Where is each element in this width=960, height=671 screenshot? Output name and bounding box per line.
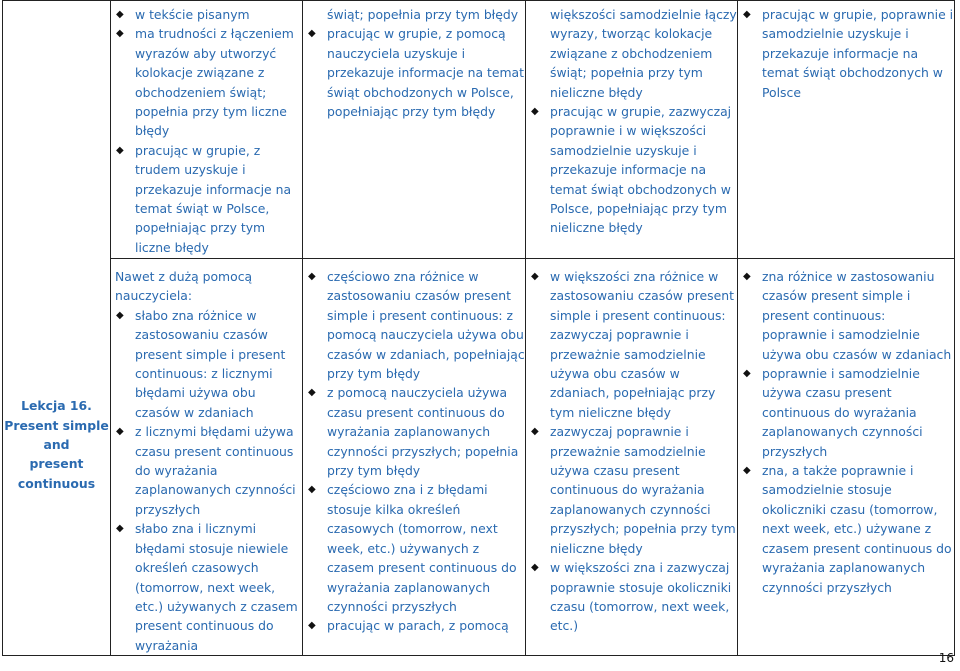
table-row	[3, 259, 955, 656]
lesson-title-cell	[3, 1, 111, 656]
list-item: ◆ zna różnice w zastosowaniu czasów present simple i present continuous: poprawnie i samodzielnie używa obu czasów w zdaniach	[738, 267, 954, 364]
col3-bottom-cell	[526, 259, 738, 656]
list-item: ◆ w większości zna i zazwyczaj poprawnie stosuje okoliczniki czasu (tomorrow, next week, etc.)	[526, 558, 737, 636]
list-item: ◆ poprawnie i samodzielnie używa czasu present continuous do wyrażania zaplanowanych czynności przyszłych	[738, 364, 954, 461]
col3-top-continuation: większości samodzielnie łączy wyrazy, tworząc kolokacje związane z obchodzeniem świąt; popełnia przy tym nieliczne błędy	[550, 7, 737, 100]
list-item: ◆ w większości zna różnice w zastosowaniu czasów present simple i present continuous: zazwyczaj poprawnie i przeważnie samodzielnie używa obu czasów w zdaniach, popełniając przy tym nieliczne błędy	[526, 267, 737, 422]
list-item: ◆ słabo zna i licznymi błędami stosuje niewiele określeń czasowych (tomorrow, next week, etc.) używanych z czasem present continuous do wyrażania	[111, 519, 302, 655]
list-item: ◆ z licznymi błędami używa czasu present continuous do wyrażania zaplanowanych czynności przyszłych	[111, 422, 302, 519]
lesson-title-line-3: present continuous	[17, 456, 96, 491]
list-item: ◆ zazwyczaj poprawnie i przeważnie samodzielnie używa czasu present continuous do wyrażania zaplanowanych czynności przyszłych; popełnia przy tym nieliczne błędy	[526, 422, 737, 558]
list-item: ◆ pracując w grupie, z pomocą nauczyciela uzyskuje i przekazuje informacje na temat świąt obchodzonych w Polsce, popełniając przy tym błędy	[303, 24, 525, 121]
list-item: ◆ zna, a także poprawnie i samodzielnie stosuje okoliczniki czasu (tomorrow, next week, etc.) używane z czasem present continuous do wyrażania zaplanowanych czynności przyszłych	[738, 461, 954, 597]
col2-top-continuation: świąt; popełnia przy tym błędy	[327, 7, 519, 22]
page-number: 16	[938, 651, 954, 665]
col1-bottom-intro: Nawet z dużą pomocą nauczyciela:	[115, 269, 253, 304]
col1-top-cell	[111, 1, 303, 259]
list-item: ◆ pracując w grupie, poprawnie i samodzielnie uzyskuje i przekazuje informacje na temat świąt obchodzonych w Polsce	[738, 5, 954, 102]
list-item: ◆ słabo zna różnice w zastosowaniu czasów present simple i present continuous: z licznymi błędami używa obu czasów w zdaniach	[111, 306, 302, 422]
col1-bottom-cell	[111, 259, 303, 656]
criteria-table	[2, 0, 955, 656]
lesson-title-line-1: Lekcja 16.	[21, 398, 92, 414]
col3-top-cell	[526, 1, 738, 259]
list-item: ◆ pracując w parach, z pomocą	[303, 616, 525, 635]
list-item: ◆ częściowo zna i z błędami stosuje kilka określeń czasowych (tomorrow, next week, etc.) używanych z czasem present continuous do wyrażania zaplanowanych czynności przyszłych	[303, 480, 525, 616]
list-item: ◆ z pomocą nauczyciela używa czasu present continuous do wyrażania zaplanowanych czynności przyszłych; popełnia przy tym błędy	[303, 383, 525, 480]
list-item: ◆ pracując w grupie, zazwyczaj poprawnie i w większości samodzielnie uzyskuje i przekazuje informacje na temat świąt obchodzonych w Polsce, popełniając przy tym nieliczne błędy	[526, 102, 737, 238]
list-item: ◆ pracując w grupie, z trudem uzyskuje i przekazuje informacje na temat świąt w Polsce, popełniając przy tym liczne błędy	[111, 141, 302, 257]
list-item: ◆ ma trudności z łączeniem wyrazów aby utworzyć kolokacje związane z obchodzeniem świąt; popełnia przy tym liczne błędy	[111, 24, 302, 140]
table-row	[3, 1, 955, 259]
list-item: ◆ w tekście pisanym	[111, 5, 302, 24]
col4-bottom-cell	[738, 259, 955, 656]
col4-top-cell	[738, 1, 955, 259]
lesson-title-line-2: Present simple and	[4, 417, 109, 452]
list-item: ◆ częściowo zna różnice w zastosowaniu czasów present simple i present continuous: z pomocą nauczyciela używa obu czasów w zdaniach, popełniając przy tym błędy	[303, 267, 525, 383]
col2-bottom-cell	[303, 259, 526, 656]
col2-top-cell	[303, 1, 526, 259]
